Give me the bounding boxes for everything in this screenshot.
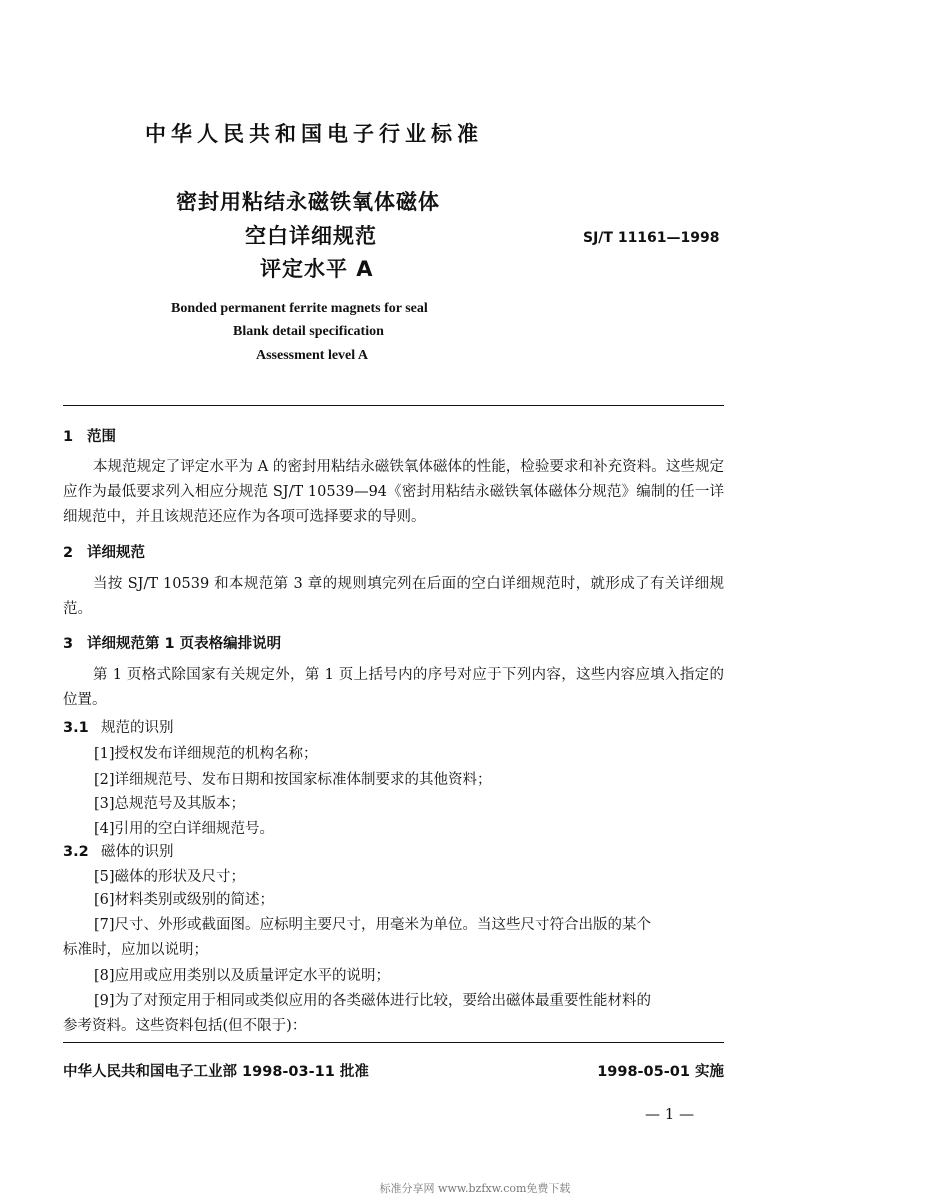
title-zh-line-1: 密封用粘结永磁铁氧体磁体 <box>176 190 440 214</box>
section-2-body: 当按 SJ/T 10539 和本规范第 3 章的规则填完列在后面的空白详细规范时，就形成了有关详细规范。 <box>63 576 724 617</box>
top-divider <box>63 405 724 406</box>
section-1-title: 范围 <box>87 429 116 445</box>
list-item: [5]磁体的形状及尺寸； <box>94 869 246 885</box>
section-3-2-heading <box>63 840 174 861</box>
standard-category-header: 中华人民共和国电子行业标准 <box>145 122 483 146</box>
section-3-body: 第 1 页格式除国家有关规定外，第 1 页上括号内的序号对应于下列内容，这些内容应填入指定的位置。 <box>63 667 724 708</box>
title-zh-line-2: 空白详细规范 <box>245 224 377 248</box>
list-item: [3]总规范号及其版本； <box>94 796 246 812</box>
list-item-continuation: 标准时，应加以说明； <box>63 942 208 958</box>
title-en-line-1: Bonded permanent ferrite magnets for seal <box>171 301 428 316</box>
section-1-heading <box>63 425 116 446</box>
standard-code: SJ/T 11161—1998 <box>583 230 720 246</box>
section-3-title: 详细规范第 1 页表格编排说明 <box>87 636 282 652</box>
list-item-continuation: 参考资料。这些资料包括(但不限于)： <box>63 1018 307 1034</box>
title-en-line-2: Blank detail specification <box>233 324 384 339</box>
list-item: [7]尺寸、外形或截面图。应标明主要尺寸，用毫米为单位。当这些尺寸符合出版的某个 <box>94 917 652 933</box>
section-3-2-title: 磁体的识别 <box>101 844 174 860</box>
section-3-1-number: 3.1 <box>63 720 89 736</box>
list-item: [8]应用或应用类别以及质量评定水平的说明； <box>94 968 391 984</box>
section-3-2-number: 3.2 <box>63 844 89 860</box>
list-item: [1]授权发布详细规范的机构名称； <box>94 746 318 762</box>
list-item: [6]材料类别或级别的简述； <box>94 892 275 908</box>
section-3-heading <box>63 632 281 653</box>
section-2-heading <box>63 541 145 562</box>
list-item: [4]引用的空白详细规范号。 <box>94 821 275 837</box>
approval-statement: 中华人民共和国电子工业部 1998-03-11 批准 <box>63 1064 369 1080</box>
bottom-divider <box>63 1042 724 1043</box>
page-number: — 1 — <box>645 1105 695 1123</box>
section-2-title: 详细规范 <box>87 545 145 561</box>
watermark-text: 标准分享网 www.bzfxw.com免费下载 <box>379 1182 571 1195</box>
section-3-1-heading <box>63 716 174 737</box>
section-1-number: 1 <box>63 429 74 445</box>
section-1-body: 本规范规定了评定水平为 A 的密封用粘结永磁铁氧体磁体的性能，检验要求和补充资料。这些规定应作为最低要求列入相应分规范 SJ/T 10539—94《密封用粘结永磁铁氧体磁体分规范》编制的任一详细规范中，并且该规范还应作为各项可选择要求的导则。 <box>63 459 724 525</box>
title-zh-line-3: 评定水平 A <box>260 257 374 281</box>
list-item: [2]详细规范号、发布日期和按国家标准体制要求的其他资料； <box>94 772 492 788</box>
section-3-number: 3 <box>63 636 74 652</box>
title-en-line-3: Assessment level A <box>256 348 368 363</box>
section-2-number: 2 <box>63 545 74 561</box>
list-item: [9]为了对预定用于相同或类似应用的各类磁体进行比较，要给出磁体最重要性能材料的 <box>94 993 652 1009</box>
section-3-1-title: 规范的识别 <box>101 720 174 736</box>
implementation-date: 1998-05-01 实施 <box>597 1064 724 1080</box>
